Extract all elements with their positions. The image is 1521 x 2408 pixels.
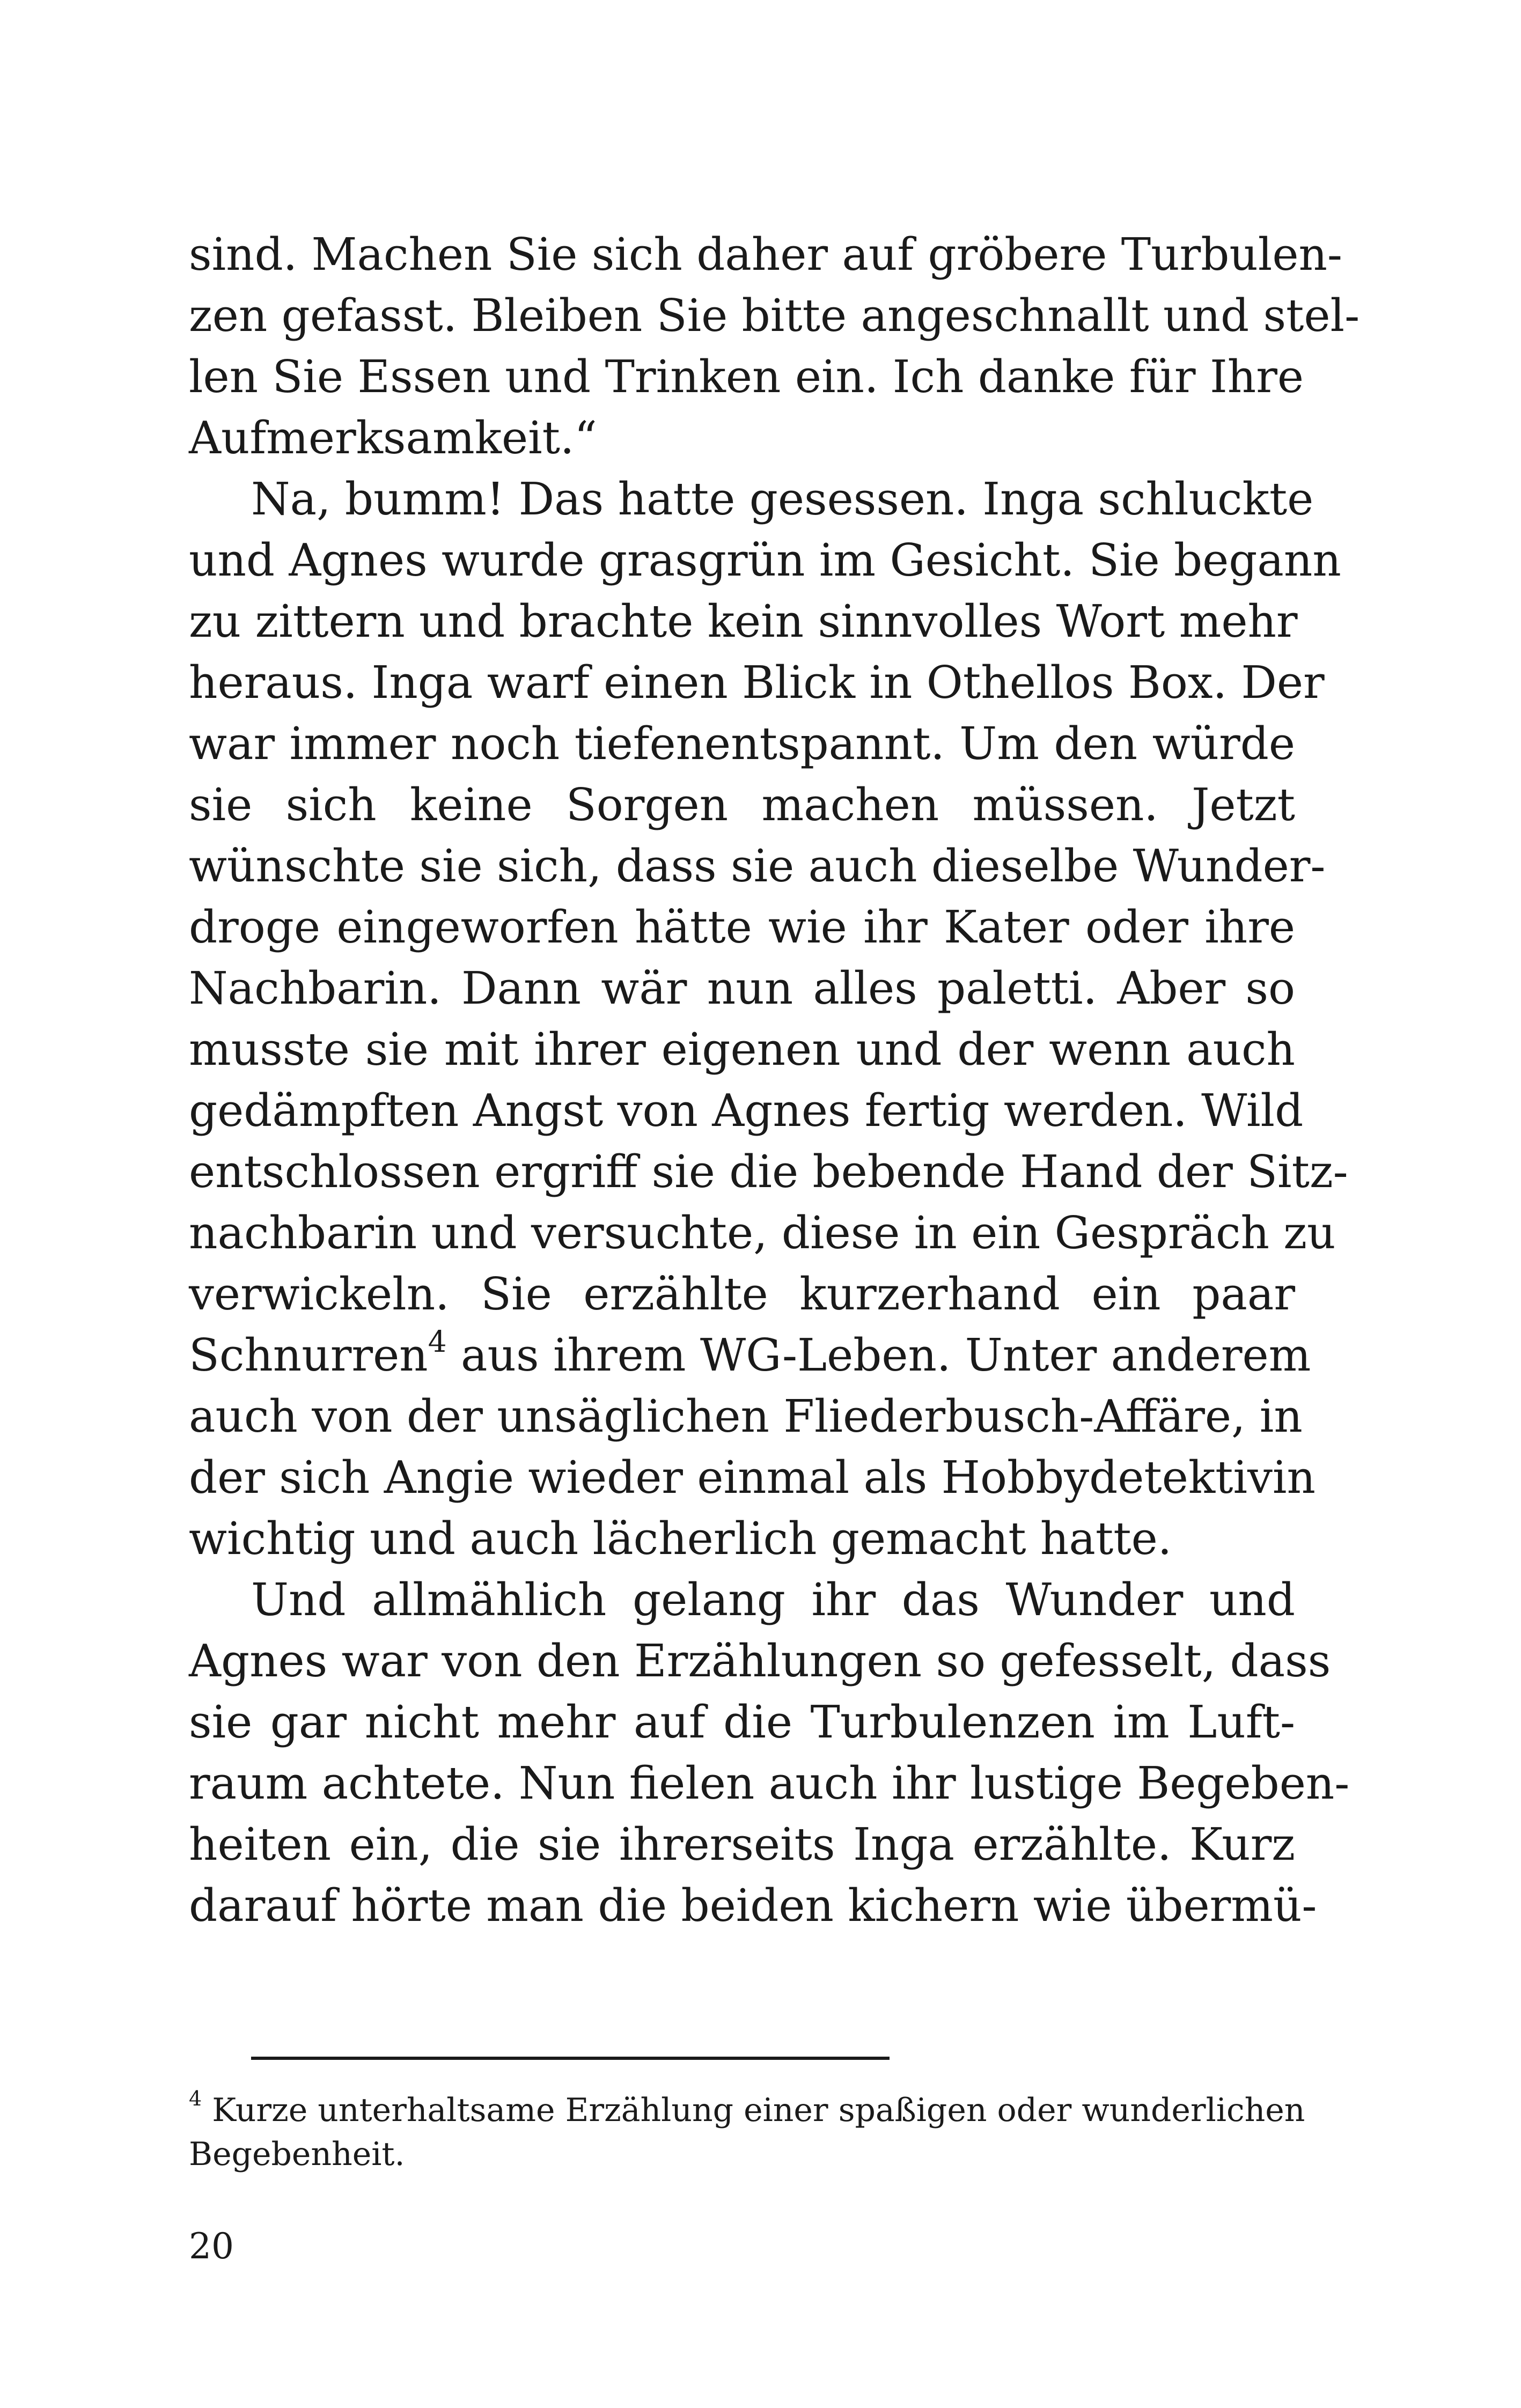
text-line: auch von der unsäglichen Fliederbusch-Affäre, in [189, 1390, 1303, 1442]
text-line: war immer noch tiefenentspannt. Um den würde [189, 718, 1295, 770]
text-line: verwickeln. Sie erzählte kurzerhand ein paar [189, 1268, 1295, 1320]
text-line: sind. Machen Sie sich daher auf gröbere Turbulen- [189, 229, 1342, 281]
page-number: 20 [189, 2226, 234, 2267]
text-line: entschlossen ergriff sie die bebende Hand der Sitz- [189, 1146, 1348, 1198]
text-line: heraus. Inga warf einen Blick in Othellos Box. Der [189, 657, 1325, 709]
text-line-with-footnote [189, 1324, 1311, 1386]
text-line: Agnes war von den Erzählungen so gefesselt, dass [189, 1635, 1331, 1687]
footnote-reference[interactable]: 4 [428, 1324, 447, 1359]
text-line: musste sie mit ihrer eigenen und der wenn auch [189, 1023, 1295, 1076]
footnote [189, 2087, 1305, 2176]
text-line: wichtig und auch lächerlich gemacht hatte. [189, 1513, 1172, 1565]
text-line: zu zittern und brachte kein sinnvolles Wort mehr [189, 595, 1298, 647]
text-line: sie gar nicht mehr auf die Turbulenzen im Luft- [189, 1696, 1295, 1748]
footnote-line: Begebenheit. [189, 2135, 405, 2173]
text-line: heiten ein, die sie ihrerseits Inga erzählte. Kurz [189, 1818, 1295, 1871]
text-segment: aus ihrem WG-Leben. Unter anderem [446, 1329, 1311, 1381]
text-line: sie sich keine Sorgen machen müssen. Jetzt [189, 779, 1295, 831]
text-line: Und allmählich gelang ihr das Wunder und [251, 1574, 1295, 1626]
text-line: nachbarin und versuchte, diese in ein Gespräch zu [189, 1207, 1336, 1259]
text-line: gedämpften Angst von Agnes fertig werden. Wild [189, 1085, 1304, 1137]
text-line: droge eingeworfen hätte wie ihr Kater oder ihre [189, 901, 1295, 953]
text-line: wünschte sie sich, dass sie auch dieselbe Wunder- [189, 840, 1326, 892]
text-line: zen gefasst. Bleiben Sie bitte angeschnallt und stel- [189, 290, 1360, 342]
text-line: der sich Angie wieder einmal als Hobbydetektivin [189, 1452, 1316, 1504]
footnote-text: Kurze unterhaltsame Erzählung einer spaßigen oder wunderlichen [212, 2092, 1305, 2129]
footnote-separator [251, 2057, 890, 2060]
text-line: len Sie Essen und Trinken ein. Ich danke für Ihre [189, 351, 1304, 403]
text-line: darauf hörte man die beiden kichern wie übermü- [189, 1880, 1317, 1932]
paragraph-2 [189, 469, 1348, 1570]
text-line: raum achtete. Nun fielen auch ihr lustige Begeben- [189, 1757, 1350, 1809]
text-line: und Agnes wurde grasgrün im Gesicht. Sie begann [189, 534, 1341, 586]
text-line: Na, bumm! Das hatte gesessen. Inga schluckte [251, 473, 1314, 525]
text-line: Aufmerksamkeit.“ [189, 412, 597, 464]
body-text [189, 224, 1360, 1936]
paragraph-1 [189, 224, 1360, 469]
paragraph-3 [189, 1570, 1350, 1936]
footnote-number: 4 [189, 2087, 202, 2110]
text-segment: Schnurren [189, 1329, 428, 1381]
footnote-line [189, 2087, 1305, 2132]
text-line: Nachbarin. Dann wär nun alles paletti. Aber so [189, 962, 1295, 1014]
